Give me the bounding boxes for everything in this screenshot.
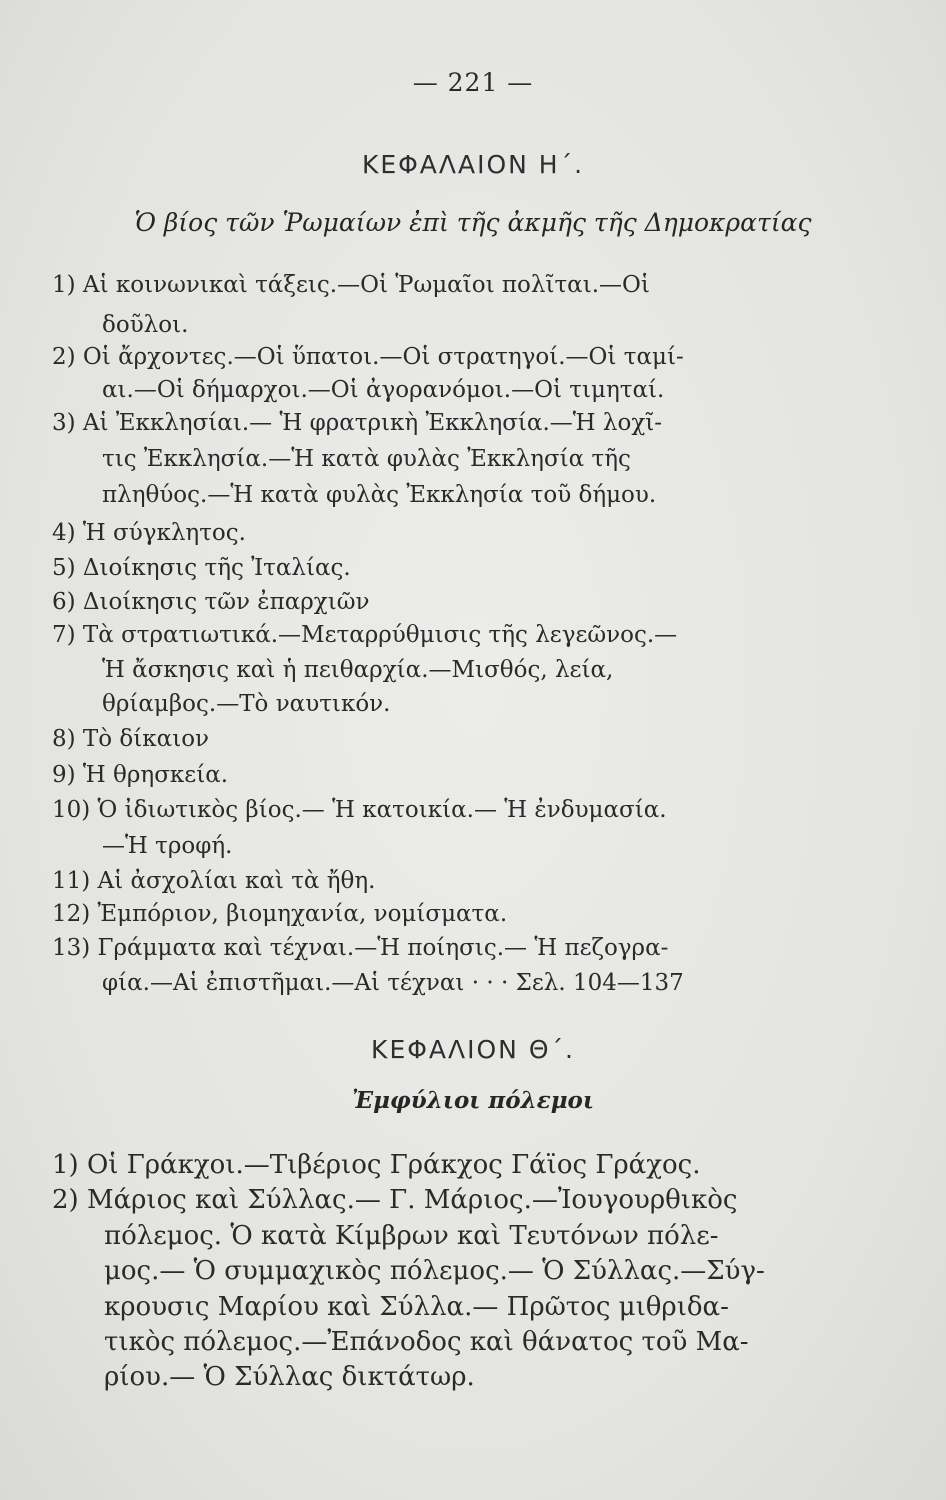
- contents-line: 2) Οἱ ἄρχοντες.—Οἱ ὕπατοι.—Οἱ στρατηγοί.—Οἱ ταμί-: [52, 344, 684, 370]
- contents-line: μος.— Ὁ συμμαχικὸς πόλεμος.— Ὁ Σύλλας.—Σύγ-: [104, 1256, 765, 1286]
- page-number: — 221 —: [412, 68, 534, 97]
- contents-line: 8) Τὸ δίκαιον: [52, 726, 210, 752]
- contents-line: κρουσις Μαρίου καὶ Σύλλα.— Πρῶτος μιθριδα-: [104, 1292, 729, 1322]
- contents-line: αι.—Οἱ δήμαρχοι.—Οἱ ἀγορανόμοι.—Οἱ τιμηταί.: [102, 377, 665, 403]
- chapter-heading-9: ΚΕΦΑΛΙΟΝ Θ΄.: [371, 1035, 575, 1064]
- contents-line: 4) Ἡ σύγκλητος.: [52, 520, 246, 546]
- chapter-subtitle-9: Ἐμφύλιοι πόλεμοι: [351, 1087, 595, 1114]
- contents-line: Ἡ ἄσκησις καὶ ἡ πειθαρχία.—Μισθός, λεία,: [102, 657, 614, 683]
- contents-line: 3) Αἱ Ἐκκλησίαι.— Ἡ φρατρικὴ Ἐκκλησία.—Ἡ λοχῖ-: [52, 410, 663, 436]
- contents-line: ρίου.— Ὁ Σύλλας δικτάτωρ.: [104, 1362, 475, 1392]
- contents-line: 1) Αἱ κοινωνικαὶ τάξεις.—Οἱ Ῥωμαῖοι πολῖται.—Οἱ: [52, 272, 650, 298]
- contents-line: 1) Οἱ Γράκχοι.—Τιβέριος Γράκχος Γάϊος Γράχος.: [52, 1150, 701, 1180]
- contents-line: τικὸς πόλεμος.—Ἐπάνοδος καὶ θάνατος τοῦ Μα-: [104, 1327, 749, 1357]
- contents-line: 13) Γράμματα καὶ τέχναι.—Ἡ ποίησις.— Ἡ πεζογρα-: [52, 935, 669, 961]
- contents-line: 9) Ἡ θρησκεία.: [52, 762, 229, 788]
- chapter-heading-8: ΚΕΦΑΛΑΙΟΝ Η΄.: [361, 150, 585, 179]
- contents-line: 6) Διοίκησις τῶν ἐπαρχιῶν: [52, 589, 370, 615]
- contents-line: 11) Αἱ ἀσχολίαι καὶ τὰ ἤθη.: [52, 868, 376, 894]
- contents-line: θρίαμβος.—Τὸ ναυτικόν.: [102, 691, 391, 717]
- contents-line: 12) Ἐμπόριον, βιομηχανία, νομίσματα.: [52, 901, 508, 927]
- contents-line: 5) Διοίκησις τῆς Ἰταλίας.: [52, 555, 351, 581]
- contents-line: πληθύος.—Ἡ κατὰ φυλὰς Ἐκκλησία τοῦ δήμου.: [102, 482, 657, 508]
- contents-line: 2) Μάριος καὶ Σύλλας.— Γ. Μάριος.—Ἰουγουρθικὸς: [52, 1185, 738, 1215]
- contents-line: 10) Ὁ ἰδιωτικὸς βίος.— Ἡ κατοικία.— Ἡ ἐνδυμασία.: [52, 797, 667, 823]
- contents-line: τις Ἐκκλησία.—Ἡ κατὰ φυλὰς Ἐκκλησία τῆς: [102, 446, 631, 472]
- contents-line: φία.—Αἱ ἐπιστῆμαι.—Αἱ τέχναι · · · Σελ. 104—137: [102, 970, 684, 996]
- contents-line: δοῦλοι.: [102, 312, 189, 338]
- contents-line: 7) Τὰ στρατιωτικά.—Μεταρρύθμισις τῆς λεγεῶνος.—: [52, 622, 678, 648]
- contents-line: —Ἡ τροφή.: [102, 833, 233, 859]
- chapter-subtitle-8: Ὁ βίος τῶν Ῥωμαίων ἐπὶ τῆς ἀκμῆς τῆς Δημοκρατίας: [134, 208, 812, 237]
- contents-line: πόλεμος. Ὁ κατὰ Κίμβρων καὶ Τευτόνων πόλε-: [104, 1221, 719, 1251]
